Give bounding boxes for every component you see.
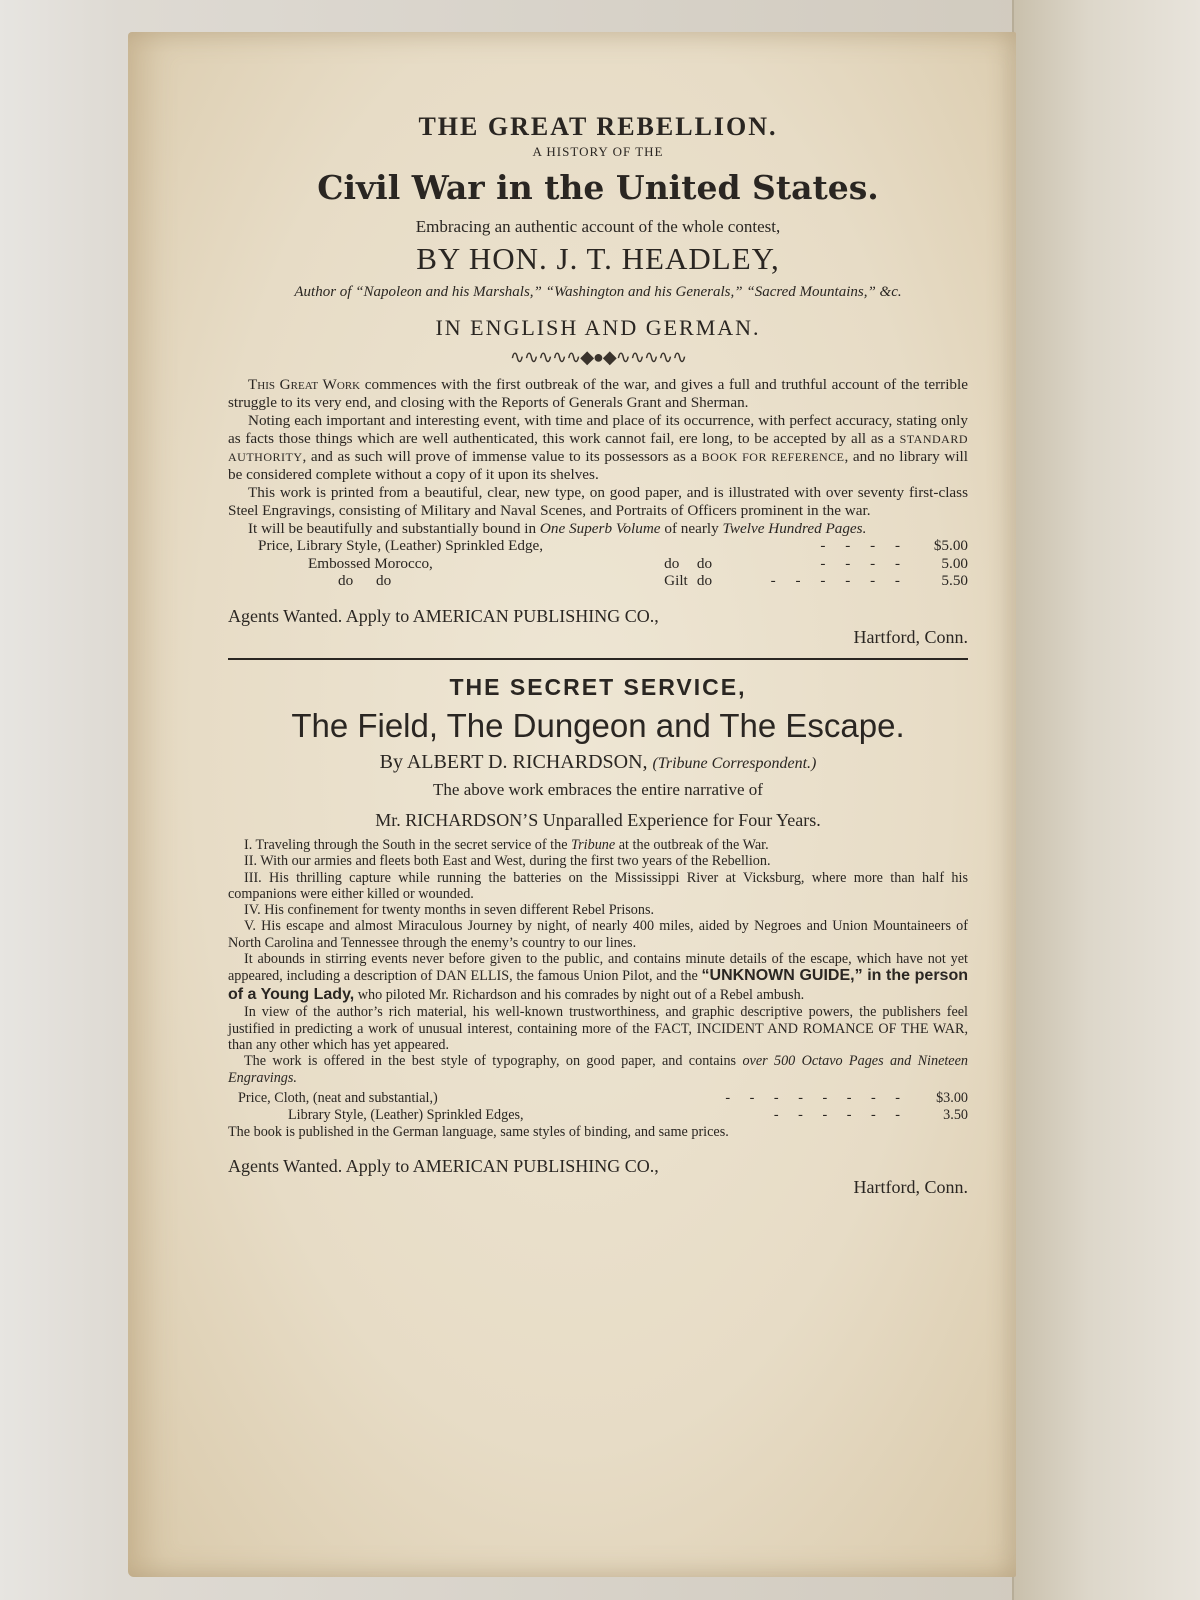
price-row	[228, 572, 968, 589]
price-label: do do	[338, 572, 392, 590]
ad2-paragraph-1	[228, 951, 968, 1004]
price-amount: 3.50	[943, 1106, 968, 1123]
ad2-author: By ALBERT D. RICHARDSON,	[379, 750, 648, 773]
ad2-para-bold: “UNKNOWN GUIDE,” in the person of a Young Lady,	[228, 967, 968, 1003]
price-dots: - - - -	[820, 554, 908, 572]
ad2-para3-italic: over 500 Octavo Pages and Nineteen Engravings.	[228, 1053, 968, 1086]
price-col2: do	[664, 554, 680, 572]
ad1-paragraph-4	[228, 520, 968, 538]
ad1-body: commences with the first outbreak of the war, and gives a full and truthful account of the terrible struggle to its very end, and closing with the Reports of Generals Grant and Sherman.	[228, 376, 968, 411]
ad2-author-note: (Tribune Correspondent.)	[652, 754, 817, 772]
ad2-item: V. His escape and almost Miraculous Journey by night, of nearly 400 miles, aided by Negroes and Union Mountaineers of North Carolina and Tennessee through the enemy’s country to our lines.	[228, 918, 968, 951]
price-row	[228, 537, 968, 554]
price-dots: - - - -	[820, 537, 908, 555]
ad1-para4-b: of nearly	[660, 519, 723, 537]
ornament-divider: ∿∿∿∿∿◆●◆∿∿∿∿∿	[509, 347, 687, 367]
ad2-para-a: It abounds in stirring events never before given to the public, and contains minute details of the escape, which have not yet appeared, including a description of DAN ELLIS, the famous Union Pilot, and the	[228, 951, 968, 985]
ad2-line1: The above work embraces the entire narrative of	[433, 779, 763, 799]
price-col2: Gilt	[664, 572, 688, 590]
price-row	[228, 1107, 968, 1124]
ad1-languages: IN ENGLISH AND GERMAN.	[435, 315, 761, 340]
ad1-para2-sc2: BOOK FOR REFERENCE	[701, 449, 845, 464]
ad2-price-table	[228, 1090, 968, 1124]
ad2-item-text: I. Traveling through the South in the secret service of the	[244, 836, 572, 853]
ad1-small-caps: This Great Work	[248, 376, 361, 393]
ad2-paragraph-3	[228, 1053, 968, 1086]
ad1-paragraph-2	[228, 412, 968, 484]
price-label: Price, Cloth, (neat and substantial,)	[238, 1089, 438, 1106]
ad1-para4-a: It will be beautifully and substantially bound in	[248, 519, 540, 537]
ad1-embracing: Embracing an authentic account of the whole contest,	[415, 217, 781, 236]
ad1-agents-left: Agents Wanted. Apply to AMERICAN PUBLISHING CO.,	[228, 605, 659, 626]
ad-secret-service	[228, 674, 968, 831]
ad1-title: THE GREAT REBELLION.	[418, 112, 778, 141]
price-dots: - - - - - - - -	[725, 1089, 908, 1106]
price-dots: - - - - - -	[770, 572, 908, 590]
page-content	[228, 112, 968, 1198]
ad1-price-table	[228, 537, 968, 589]
ad1-headline: Civil War in the United States.	[317, 168, 879, 207]
ad1-paragraph-1	[228, 376, 968, 412]
ad2-agents	[228, 1156, 968, 1177]
ad2-paragraph-2: In view of the author’s rich material, his well-known trustworthiness, and graphic descriptive powers, the publishers feel justified in predicting a work of unusual interest, containing more of the FACT, INCIDENT AND ROMANCE OF THE WAR, than any other which has yet appeared.	[228, 1004, 968, 1053]
ad1-para2-b: , and as such will prove of immense value to its possessors as a	[302, 447, 702, 465]
facing-page	[1012, 0, 1200, 1600]
ad2-agents-left: Agents Wanted. Apply to AMERICAN PUBLISHING CO.,	[228, 1156, 659, 1177]
ad1-author: BY HON. J. T. HEADLEY,	[416, 241, 780, 276]
section-divider	[228, 658, 968, 660]
price-col3	[697, 537, 718, 554]
price-amount: 5.00	[941, 554, 968, 572]
ad1-subtitle: A HISTORY OF THE	[532, 144, 664, 159]
ad2-para-b: who piloted Mr. Richardson and his comrades by night out of a Rebel ambush.	[354, 986, 805, 1003]
price-label: Library Style, (Leather) Sprinkled Edges,	[288, 1106, 524, 1123]
price-amount: $3.00	[936, 1089, 968, 1106]
ad1-agents	[228, 606, 968, 627]
price-col3: do	[696, 572, 713, 590]
ad2-item	[228, 837, 968, 853]
ad2-item: II. With our armies and fleets both East and West, during the first two years of the Rebellion.	[244, 853, 771, 870]
ad2-item: III. His thrilling capture while running the batteries on the Mississippi River at Vicksburg, where more than half his companions were either killed or wounded.	[228, 869, 968, 902]
ad2-headline: The Field, The Dungeon and The Escape.	[291, 706, 905, 744]
ad-great-rebellion	[228, 112, 968, 368]
price-amount: 5.50	[941, 572, 968, 590]
ad2-para3-a: The work is offered in the best style of typography, on good paper, and contains	[244, 1053, 743, 1070]
price-label: Price, Library Style, (Leather) Sprinkled Edge,	[258, 537, 544, 555]
ad1-para4-i2: Twelve Hundred Pages.	[722, 519, 867, 537]
ad1-author-works: Author of “Napoleon and his Marshals,” “Washington and his Generals,” “Sacred Mountains,” &c.	[294, 284, 902, 300]
ad1-para2-a: Noting each important and interesting event, with time and place of its occurrence, with perfect accuracy, stating only as facts those things which are well authenticated, this work cannot fail, ere long, to be accepted by all as a	[228, 411, 968, 447]
ad1-para4-i1: One Superb Volume	[539, 519, 661, 537]
ad2-agents-right: Hartford, Conn.	[853, 1177, 968, 1198]
ad1-agents-right: Hartford, Conn.	[853, 626, 968, 647]
ad2-line2: Mr. RICHARDSON’S Unparalled Experience for Four Years.	[375, 809, 821, 830]
price-col2	[664, 537, 697, 554]
ad2-item-text: at the outbreak of the War.	[615, 836, 769, 853]
ad2-author-line	[228, 751, 968, 774]
ad1-para2-sc1: STANDARD AUTHORITY	[228, 431, 968, 464]
ad2-title: THE SECRET SERVICE,	[449, 673, 747, 700]
price-col3: do	[696, 554, 713, 572]
ad2-german-note: The book is published in the German language, same styles of binding, and same prices.	[228, 1123, 729, 1140]
ad1-paragraph-3: This work is printed from a beautiful, clear, new type, on good paper, and is illustrated with over seventy first-class Steel Engravings, consisting of Military and Naval Scenes, and Portraits of Officers prominent in the war.	[228, 483, 968, 519]
price-row	[228, 555, 968, 572]
price-dots: - - - - - -	[773, 1106, 908, 1123]
price-amount: $5.00	[933, 537, 968, 555]
price-row	[228, 1090, 968, 1107]
ad2-item: IV. His confinement for twenty months in seven different Rebel Prisons.	[244, 902, 655, 919]
book-page	[128, 32, 1016, 1577]
ad2-item-italic: Tribune	[571, 836, 616, 853]
ad1-para2-c: , and no library will be considered complete without a copy of it upon its shelves.	[228, 447, 968, 483]
price-label: Embossed Morocco,	[308, 554, 433, 572]
